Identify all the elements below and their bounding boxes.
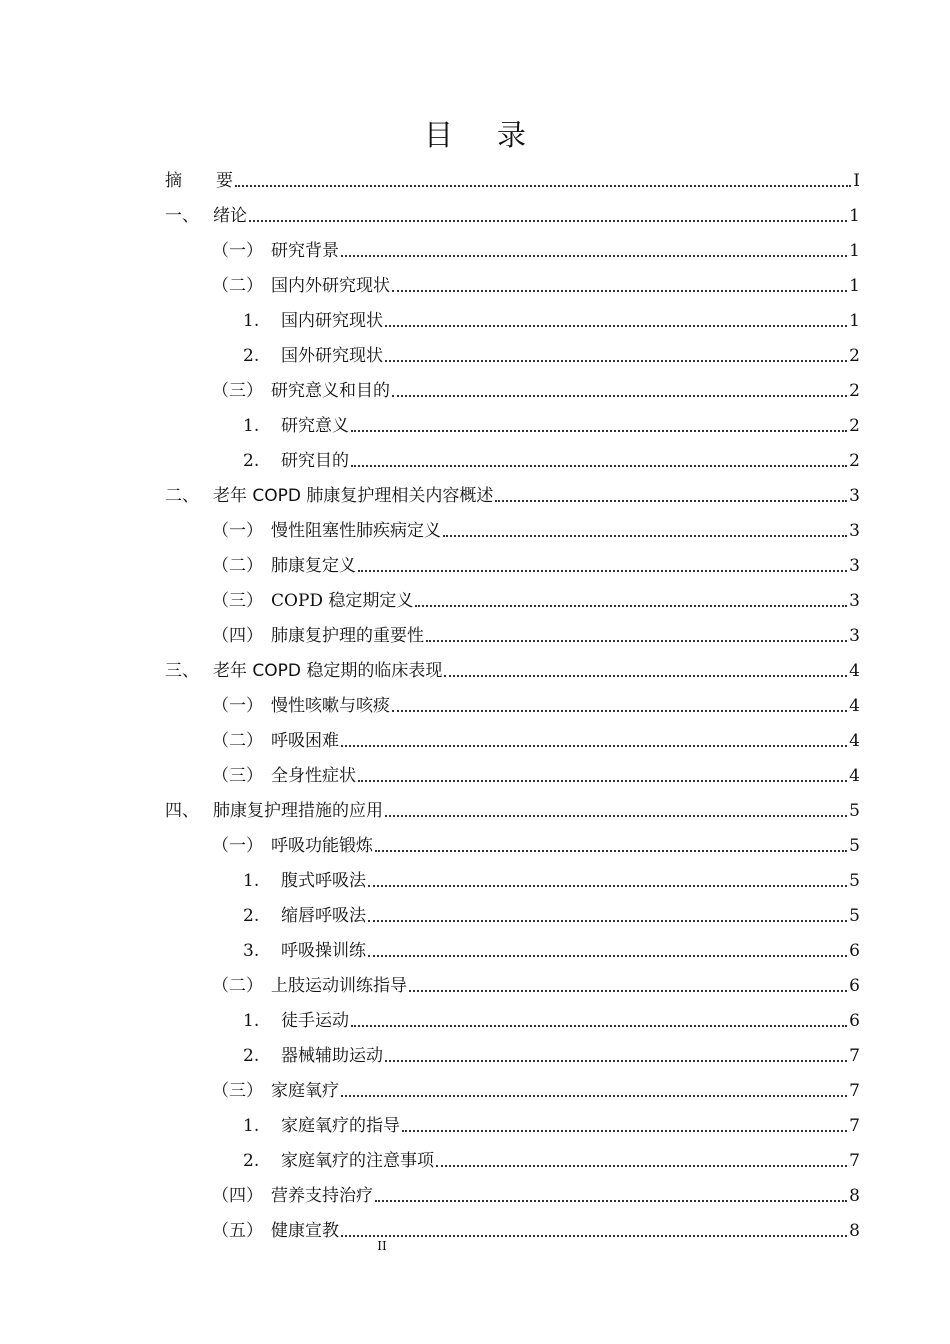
toc-entry-page: 6 <box>849 1011 860 1031</box>
toc-entry-page: 1 <box>849 241 860 261</box>
toc-leader-dots <box>409 990 847 992</box>
toc-entry-title: 国外研究现状 <box>281 346 383 366</box>
toc-entry-number: 1. <box>243 1011 260 1031</box>
toc-leader-dots <box>443 535 847 537</box>
toc-entry-number: 摘 要 <box>165 171 233 191</box>
toc-leader-dots <box>385 815 847 817</box>
toc-entry-number: （三） <box>212 1081 263 1101</box>
toc-entry-page: 5 <box>849 906 860 926</box>
toc-entry-title: 国内研究现状 <box>281 311 383 331</box>
toc-entry-number: （二） <box>212 276 263 296</box>
toc-entry-number: 四、 <box>165 801 199 821</box>
toc-entry[interactable] <box>165 647 860 682</box>
toc-entry[interactable] <box>165 192 860 227</box>
toc-entry-title: 器械辅助运动 <box>281 1046 383 1066</box>
toc-leader-dots <box>368 885 847 887</box>
toc-entry-number: （四） <box>212 1186 263 1206</box>
toc-entry-title: 研究目的 <box>281 451 349 471</box>
toc-entry-page: 6 <box>849 976 860 996</box>
toc-leader-dots <box>444 675 847 677</box>
toc-entry[interactable] <box>243 1032 860 1067</box>
toc-leader-dots <box>341 1235 847 1237</box>
toc-entry-title: 缩唇呼吸法 <box>281 906 366 926</box>
toc-entry-page: 5 <box>849 836 860 856</box>
toc-entry-title: 慢性阻塞性肺疾病定义 <box>271 521 441 541</box>
toc-entry-number: 2. <box>243 1151 260 1171</box>
toc-entry-page: 6 <box>849 941 860 961</box>
toc-leader-dots <box>351 1025 847 1027</box>
toc-entry-title: 研究意义和目的 <box>271 381 390 401</box>
toc-leader-dots <box>426 640 847 642</box>
toc-entry-number: 2. <box>243 906 260 926</box>
toc-entry[interactable] <box>165 472 860 507</box>
toc-entry-title: 呼吸困难 <box>271 731 339 751</box>
toc-entry-number: （一） <box>212 521 263 541</box>
toc-entry-page: 4 <box>849 696 860 716</box>
toc-entry[interactable] <box>165 157 860 192</box>
toc-entry[interactable] <box>212 717 860 752</box>
toc-entry-number: 1. <box>243 416 260 436</box>
toc-entry[interactable] <box>243 437 860 472</box>
toc-entry-number: （二） <box>212 556 263 576</box>
toc-entry-title: 上肢运动训练指导 <box>271 976 407 996</box>
toc-entry-number: （一） <box>212 836 263 856</box>
toc-entry-title: 呼吸操训练 <box>281 941 366 961</box>
page-number: II <box>377 1239 387 1253</box>
toc-entry-title: 健康宣教 <box>271 1221 339 1241</box>
toc-entry-title: 徒手运动 <box>281 1011 349 1031</box>
toc-leader-dots <box>392 710 847 712</box>
toc-title-char-2: 录 <box>497 118 527 152</box>
toc-entry-title: 绪论 <box>213 206 247 226</box>
toc-entry[interactable] <box>212 752 860 787</box>
toc-entry-page: 7 <box>849 1116 860 1136</box>
toc-leader-dots <box>358 570 847 572</box>
toc-leader-dots <box>358 780 847 782</box>
toc-entry-page: 4 <box>849 661 860 681</box>
toc-leader-dots <box>368 920 847 922</box>
toc-entry-title: 研究意义 <box>281 416 349 436</box>
toc-entry-number: （三） <box>212 591 263 611</box>
toc-leader-dots <box>375 850 847 852</box>
toc-entry-number: 2. <box>243 346 260 366</box>
toc-entry-page: 2 <box>849 416 860 436</box>
toc-entry-page: 2 <box>849 346 860 366</box>
toc-entry-number: 三、 <box>165 661 199 681</box>
toc-entry-number: 1. <box>243 1116 260 1136</box>
toc-leader-dots <box>436 1165 847 1167</box>
toc-entry[interactable] <box>243 1137 860 1172</box>
toc-entry-page: 4 <box>849 731 860 751</box>
toc-entry[interactable] <box>212 682 860 717</box>
toc-entry-page: 7 <box>849 1151 860 1171</box>
toc-entry-title: 慢性咳嗽与咳痰 <box>271 696 390 716</box>
toc-entry-title: 国内外研究现状 <box>271 276 390 296</box>
toc-entry-number: （二） <box>212 731 263 751</box>
toc-leader-dots <box>392 290 847 292</box>
toc-entry-number: （四） <box>212 626 263 646</box>
toc-leader-dots <box>402 1130 847 1132</box>
toc-entry-number: 3. <box>243 941 260 961</box>
toc-entry[interactable] <box>212 577 860 612</box>
toc-leader-dots <box>385 325 847 327</box>
toc-leader-dots <box>415 605 847 607</box>
toc-entry-title: 家庭氧疗的注意事项 <box>281 1151 434 1171</box>
toc-entry[interactable] <box>243 892 860 927</box>
toc-entry-page: 5 <box>849 801 860 821</box>
toc-entry-page: 1 <box>849 311 860 331</box>
toc-entry-title: 老年 COPD 肺康复护理相关内容概述 <box>213 486 494 506</box>
toc-entry-number: 二、 <box>165 486 199 506</box>
toc-title-char-1: 目 <box>423 118 453 152</box>
toc-entry-page: 4 <box>849 766 860 786</box>
toc-entry-title: 肺康复护理措施的应用 <box>213 801 383 821</box>
toc-entry-page: 2 <box>849 451 860 471</box>
toc-entry[interactable] <box>165 787 860 822</box>
toc-entry-page: 7 <box>849 1081 860 1101</box>
toc-entry-title: 肺康复护理的重要性 <box>271 626 424 646</box>
toc-entry-page: 2 <box>849 381 860 401</box>
toc-entry-page: 1 <box>849 206 860 226</box>
toc-entry-title: 家庭氧疗的指导 <box>281 1116 400 1136</box>
toc-leader-dots <box>341 745 847 747</box>
toc-entry-number: （五） <box>212 1221 263 1241</box>
toc-leader-dots <box>235 185 851 187</box>
toc-entry-page: 8 <box>849 1221 860 1241</box>
toc-entry-title: 腹式呼吸法 <box>281 871 366 891</box>
toc-leader-dots <box>341 255 847 257</box>
toc-entry-title: 老年 COPD 稳定期的临床表现 <box>213 661 443 681</box>
toc-entry[interactable] <box>212 227 860 262</box>
toc-leader-dots <box>341 1095 847 1097</box>
toc-entry[interactable] <box>243 1102 860 1137</box>
toc-entry-number: （二） <box>212 976 263 996</box>
toc-entry-number: （一） <box>212 696 263 716</box>
toc-entry[interactable] <box>243 297 860 332</box>
toc-leader-dots <box>385 1060 847 1062</box>
toc-leader-dots <box>351 430 847 432</box>
toc-entry[interactable] <box>212 367 860 402</box>
toc-entry-number: 2. <box>243 1046 260 1066</box>
toc-leader-dots <box>368 955 847 957</box>
toc-entry-page: 7 <box>849 1046 860 1066</box>
toc-entry-page: 1 <box>849 276 860 296</box>
toc-entry-number: （一） <box>212 241 263 261</box>
toc-entry-number: 1. <box>243 871 260 891</box>
toc-entry-page: 3 <box>849 591 860 611</box>
toc-leader-dots <box>351 465 847 467</box>
toc-entry-number: 2. <box>243 451 260 471</box>
toc-entry-number: 1. <box>243 311 260 331</box>
toc-entry-page: 3 <box>849 626 860 646</box>
toc-title <box>0 113 950 154</box>
toc-entry[interactable] <box>243 927 860 962</box>
toc-entry[interactable] <box>212 822 860 857</box>
toc-entry-number: （三） <box>212 381 263 401</box>
toc-entry[interactable] <box>243 997 860 1032</box>
toc-entry-title: 研究背景 <box>271 241 339 261</box>
toc-entry-page: 8 <box>849 1186 860 1206</box>
toc-entry-title: 家庭氧疗 <box>271 1081 339 1101</box>
toc-entry-title: COPD 稳定期定义 <box>271 591 414 611</box>
toc-entry-title: 营养支持治疗 <box>271 1186 373 1206</box>
toc-entry-page: 3 <box>849 521 860 541</box>
toc-entry[interactable] <box>212 1207 860 1242</box>
toc-entry-page: 3 <box>849 486 860 506</box>
toc-entry[interactable] <box>212 612 860 647</box>
toc-entry[interactable] <box>212 507 860 542</box>
toc-entry-page: I <box>853 171 860 191</box>
toc-entry[interactable] <box>212 262 860 297</box>
toc-entry[interactable] <box>212 1172 860 1207</box>
toc-leader-dots <box>392 395 847 397</box>
toc-entry[interactable] <box>212 962 860 997</box>
toc-leader-dots <box>375 1200 847 1202</box>
toc-entry-title: 呼吸功能锻炼 <box>271 836 373 856</box>
toc-entry-page: 5 <box>849 871 860 891</box>
toc-entry[interactable] <box>243 402 860 437</box>
toc-leader-dots <box>495 500 847 502</box>
toc-entry-title: 肺康复定义 <box>271 556 356 576</box>
toc-leader-dots <box>385 360 847 362</box>
toc-entry-number: （三） <box>212 766 263 786</box>
toc-leader-dots <box>249 220 847 222</box>
toc-entry[interactable] <box>243 332 860 367</box>
toc-entry-page: 3 <box>849 556 860 576</box>
toc-entry[interactable] <box>212 542 860 577</box>
toc-entry-number: 一、 <box>165 206 199 226</box>
toc-entry[interactable] <box>243 857 860 892</box>
toc-entry[interactable] <box>212 1067 860 1102</box>
toc-entry-title: 全身性症状 <box>271 766 356 786</box>
